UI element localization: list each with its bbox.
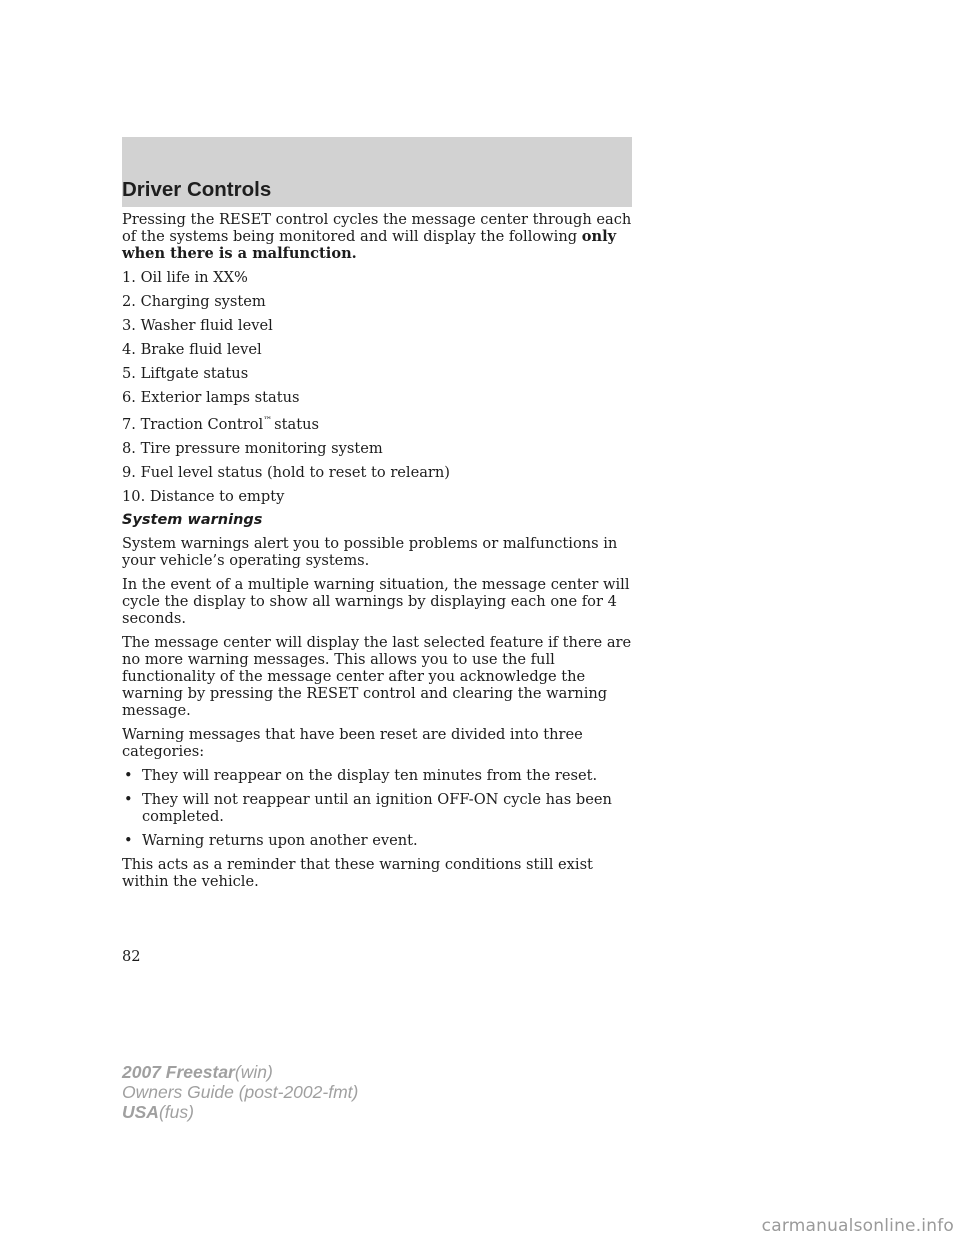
footer-line-3 (122, 1102, 358, 1122)
footer-model-suffix: (win) (234, 1062, 273, 1082)
page-number: 82 (122, 948, 141, 965)
paragraph-2: In the event of a multiple warning situation, the message center will cycle the display to show all warnings by displaying each one for 4 seconds. (122, 576, 630, 627)
page-content (122, 211, 642, 897)
subheading-system-warnings: System warnings (122, 512, 263, 528)
paragraph-3: The message center will display the last selected feature if there are no more warning messages. This allows you to use the full functionality of the message center after you acknowledge the warning by pressing the RESET control and clearing the warning message. (122, 634, 632, 719)
list-item-8: 8. Tire pressure monitoring system (122, 440, 383, 457)
list-item-5: 5. Liftgate status (122, 365, 249, 382)
bullet-text-2: They will not reappear until an ignition OFF-ON cycle has been completed. (142, 791, 612, 825)
watermark-link[interactable]: carmanualsonline.info (761, 1216, 954, 1236)
bullet-dot-icon: • (124, 832, 133, 849)
list-item-2: 2. Charging system (122, 293, 266, 310)
trademark-symbol: ™ (263, 416, 273, 426)
bullet-item-3 (122, 832, 642, 849)
list-item-1: 1. Oil life in XX% (122, 269, 248, 286)
bullet-text-3: Warning returns upon another event. (142, 832, 418, 849)
list-item-7-suffix: status (274, 416, 319, 433)
closing-paragraph: This acts as a reminder that these warning conditions still exist within the vehicle. (122, 856, 593, 890)
list-item-6: 6. Exterior lamps status (122, 389, 300, 406)
paragraph-4: Warning messages that have been reset are divided into three categories: (122, 726, 583, 760)
intro-emphasis: only when there is a malfunction. (122, 228, 617, 262)
bullet-dot-icon: • (124, 767, 133, 784)
list-item-4: 4. Brake fluid level (122, 341, 262, 358)
intro-text: Pressing the RESET control cycles the message center through each of the systems being monitored and will display the following (122, 211, 632, 245)
footer-region: USA (122, 1102, 159, 1122)
list-item-3: 3. Washer fluid level (122, 317, 273, 334)
bullet-item-2 (122, 791, 642, 825)
bullet-dot-icon: • (124, 791, 133, 808)
footer-line-1 (122, 1062, 358, 1082)
footer-line-2: Owners Guide (post-2002-fmt) (122, 1082, 359, 1102)
list-item-7-text: 7. Traction Control (122, 416, 264, 433)
section-title: Driver Controls (122, 178, 272, 201)
footer-model: 2007 Freestar (122, 1062, 235, 1082)
list-item-9: 9. Fuel level status (hold to reset to relearn) (122, 464, 451, 481)
intro-paragraph (122, 211, 642, 262)
bullet-item-1 (122, 767, 642, 784)
footer (122, 1062, 358, 1122)
footer-region-suffix: (fus) (158, 1102, 194, 1122)
list-item-7 (122, 413, 642, 433)
bullet-text-1: They will reappear on the display ten minutes from the reset. (142, 767, 598, 784)
paragraph-1: System warnings alert you to possible problems or malfunctions in your vehicle’s operating systems. (122, 535, 618, 569)
list-item-10: 10. Distance to empty (122, 488, 285, 505)
